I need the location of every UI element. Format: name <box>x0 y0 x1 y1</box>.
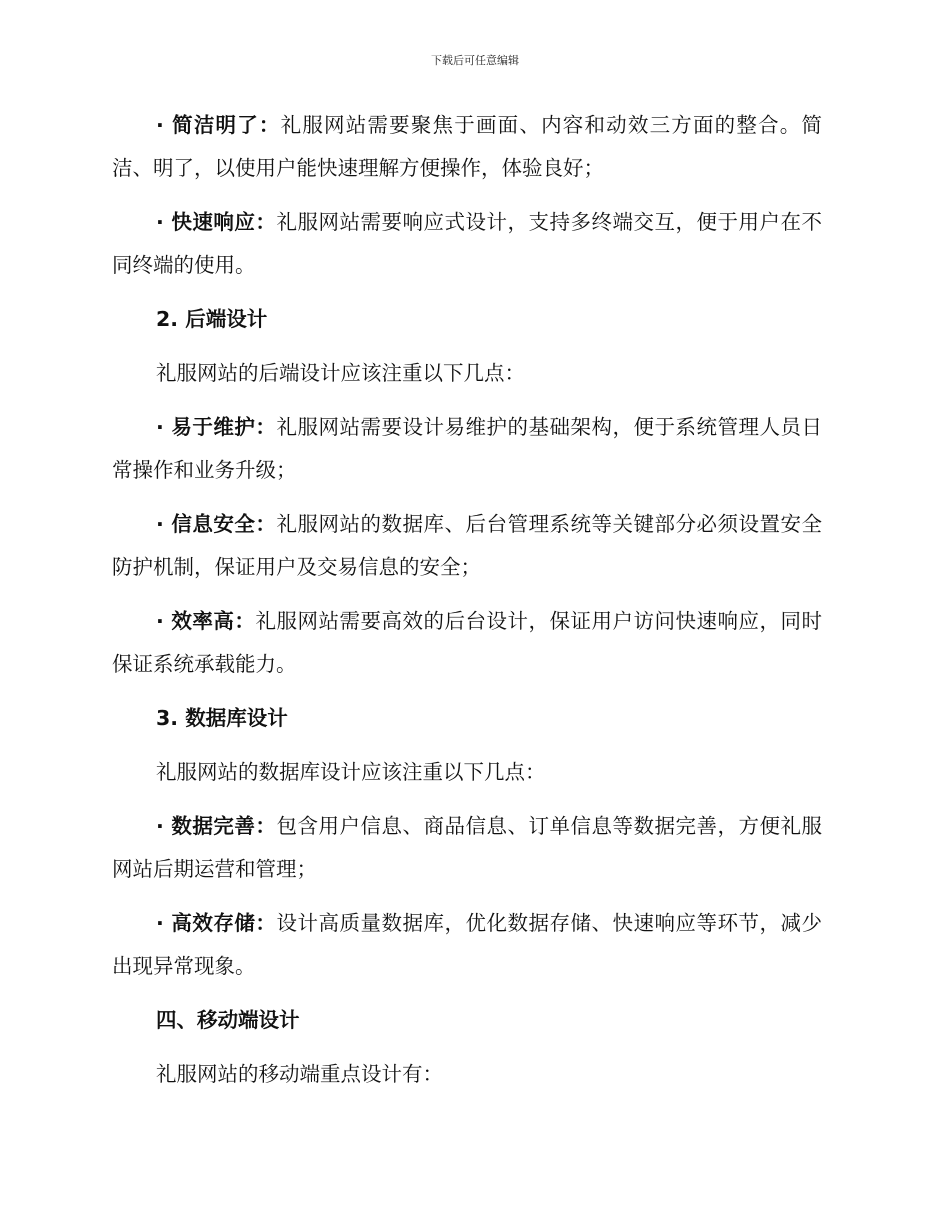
bullet-text: 包含用户信息、商品信息、订单信息等数据完善，方便礼服网站后期运营和管理； <box>112 814 822 881</box>
section-heading: 2. 后端设计 <box>156 307 268 331</box>
bullet-title: · 效率高： <box>156 609 256 633</box>
bullet-title: · 简洁明了： <box>156 113 281 137</box>
body-paragraph: 礼服网站的数据库设计应该注重以下几点： <box>156 760 546 784</box>
section-heading: 四、移动端设计 <box>156 1008 300 1032</box>
bullet-paragraph <box>112 805 822 891</box>
document-body <box>112 104 822 1107</box>
bullet-title: · 易于维护： <box>156 415 277 439</box>
bullet-text: 设计高质量数据库，优化数据存储、快速响应等环节，减少出现异常现象。 <box>112 911 822 978</box>
bullet-paragraph <box>112 104 822 190</box>
bullet-text: 礼服网站需要聚焦于画面、内容和动效三方面的整合。简洁、明了，以使用户能快速理解方便操作，体验良好； <box>112 113 822 180</box>
bullet-title: · 高效存储： <box>156 911 277 935</box>
bullet-text: 礼服网站的数据库、后台管理系统等关键部分必须设置安全防护机制，保证用户及交易信息的安全； <box>112 512 822 579</box>
bullet-paragraph <box>112 201 822 287</box>
bullet-title: · 信息安全： <box>156 512 277 536</box>
body-paragraph: 礼服网站的后端设计应该注重以下几点： <box>156 361 525 385</box>
bullet-paragraph <box>112 406 822 492</box>
bullet-paragraph <box>112 503 822 589</box>
bullet-text: 礼服网站需要高效的后台设计，保证用户访问快速响应，同时保证系统承载能力。 <box>112 609 822 676</box>
bullet-text: 礼服网站需要响应式设计，支持多终端交互，便于用户在不同终端的使用。 <box>112 210 822 277</box>
bullet-title: · 数据完善： <box>156 814 277 838</box>
body-paragraph: 礼服网站的移动端重点设计有： <box>156 1062 443 1086</box>
bullet-text: 礼服网站需要设计易维护的基础架构，便于系统管理人员日常操作和业务升级； <box>112 415 822 482</box>
bullet-paragraph <box>112 600 822 686</box>
bullet-paragraph <box>112 902 822 988</box>
section-heading: 3. 数据库设计 <box>156 706 288 730</box>
page-header: 下载后可任意编辑 <box>431 54 519 67</box>
bullet-title: · 快速响应： <box>156 210 277 234</box>
